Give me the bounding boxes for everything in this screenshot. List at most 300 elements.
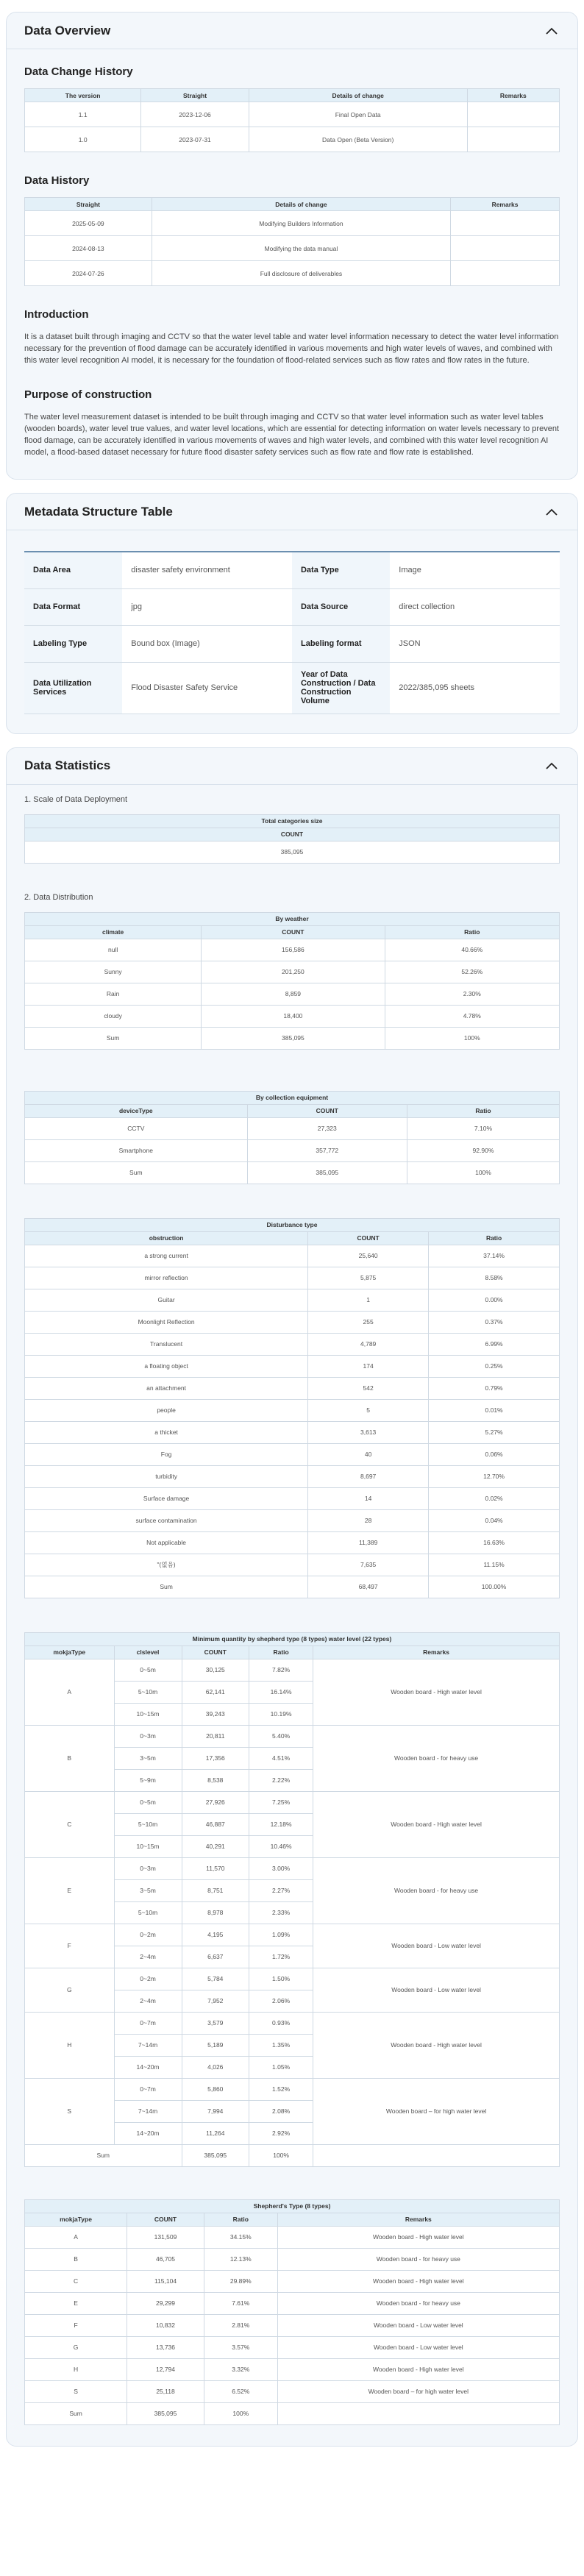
table-cell: 8,538 — [182, 1769, 249, 1791]
table-cell: 4,026 — [182, 2056, 249, 2078]
table-row — [25, 1161, 560, 1184]
table-cell: 0.93% — [249, 2012, 313, 2034]
table-header-cell: mokjaType — [25, 2213, 127, 2226]
table-cell: Wooden board – for high water level — [277, 2380, 559, 2402]
table-cell: 100.00% — [429, 1576, 560, 1598]
table-cell: 7,635 — [308, 1554, 429, 1576]
table-cell: Moonlight Reflection — [25, 1311, 308, 1333]
group-type-cell: C — [25, 1791, 115, 1857]
table-cell: 1.50% — [249, 1968, 313, 1990]
table-cell: 3~5m — [114, 1879, 182, 1901]
introduction-title: Introduction — [24, 308, 89, 321]
table-header-cell: COUNT — [202, 925, 385, 939]
table-cell: 1.0 — [25, 127, 141, 152]
table-cell: F — [25, 2314, 127, 2336]
metadata-value: disaster safety environment — [122, 552, 292, 588]
table-cell: 37.14% — [429, 1245, 560, 1267]
table-cell: 156,586 — [202, 939, 385, 961]
table-cell: 8,697 — [308, 1465, 429, 1487]
table-row — [25, 2402, 560, 2424]
table-cell: an attachment — [25, 1377, 308, 1399]
table-cell: 100% — [204, 2402, 277, 2424]
group-type-cell: B — [25, 1725, 115, 1791]
table-cell: 68,497 — [308, 1576, 429, 1598]
table-cell: 4,195 — [182, 1924, 249, 1946]
table-row — [25, 1311, 560, 1333]
data-overview-title: Data Overview — [24, 23, 111, 38]
table-cell: 40.66% — [385, 939, 559, 961]
table-header-cell: deviceType — [25, 1104, 248, 1117]
table-cell: 115,104 — [127, 2270, 204, 2292]
table-cell: Wooden board - High water level — [277, 2358, 559, 2380]
table-cell: 385,095 — [182, 2144, 249, 2166]
table-cell: 2.06% — [249, 1990, 313, 2012]
table-cell: B — [25, 2248, 127, 2270]
table-header-cell: Remarks — [451, 198, 560, 211]
table-cell: 3.57% — [204, 2336, 277, 2358]
table-cell: Wooden board - for heavy use — [277, 2248, 559, 2270]
table-row — [25, 211, 560, 236]
table-row — [25, 2248, 560, 2270]
table-cell — [451, 211, 560, 236]
table-cell: 7~14m — [114, 2100, 182, 2122]
table-header-cell: COUNT — [182, 1645, 249, 1659]
table-row — [25, 1267, 560, 1289]
table-cell: Modifying Builders Information — [152, 211, 450, 236]
table-cell: 7,952 — [182, 1990, 249, 2012]
table-cell: 1.52% — [249, 2078, 313, 2100]
table-cell: 17,356 — [182, 1747, 249, 1769]
table-header-cell: Details of change — [152, 198, 450, 211]
table-cell: 40,291 — [182, 1835, 249, 1857]
table-header-cell: obstruction — [25, 1231, 308, 1245]
table-cell: 3,579 — [182, 2012, 249, 2034]
table-cell: 0~3m — [114, 1725, 182, 1747]
table-cell: Sum — [25, 1027, 202, 1049]
table-cell: 28 — [308, 1509, 429, 1531]
table-row — [25, 1005, 560, 1027]
table-cell: 385,095 — [25, 841, 560, 863]
table-caption: By weather — [25, 912, 560, 925]
table-cell: 0~2m — [114, 1968, 182, 1990]
table-cell: 10.46% — [249, 1835, 313, 1857]
table-cell: 14 — [308, 1487, 429, 1509]
table-cell: 7.25% — [249, 1791, 313, 1813]
table-cell: 12.13% — [204, 2248, 277, 2270]
table-cell: 1.05% — [249, 2056, 313, 2078]
table-cell: 12.18% — [249, 1813, 313, 1835]
table-header-cell: Ratio — [249, 1645, 313, 1659]
table-cell: 5~10m — [114, 1681, 182, 1703]
table-header-row — [25, 198, 560, 211]
table-row — [25, 2078, 560, 2100]
table-cell: 2~4m — [114, 1946, 182, 1968]
table-header-row — [25, 1104, 560, 1117]
metadata-row — [24, 552, 560, 588]
table-cell: 174 — [308, 1355, 429, 1377]
table-cell: turbidity — [25, 1465, 308, 1487]
table-caption: Total categories size — [25, 814, 560, 828]
table-cell: 5.40% — [249, 1725, 313, 1747]
table-cell: 357,772 — [247, 1139, 407, 1161]
table-row — [25, 1924, 560, 1946]
table-cell: 2.08% — [249, 2100, 313, 2122]
data-statistics-header — [7, 748, 577, 785]
table-cell: 11,389 — [308, 1531, 429, 1554]
table-cell — [277, 2402, 559, 2424]
table-row — [25, 1725, 560, 1747]
metadata-row — [24, 625, 560, 662]
group-type-cell: S — [25, 2078, 115, 2144]
table-caption-row — [25, 1632, 560, 1645]
table-row — [25, 2270, 560, 2292]
table-cell: Sum — [25, 1161, 248, 1184]
table-cell: 5.27% — [429, 1421, 560, 1443]
table-caption-row — [25, 1218, 560, 1231]
table-cell: 92.90% — [407, 1139, 559, 1161]
table-cell: 46,705 — [127, 2248, 204, 2270]
table-cell — [467, 102, 559, 127]
table-cell: null — [25, 939, 202, 961]
table-cell: 0.37% — [429, 1311, 560, 1333]
table-header-cell: climate — [25, 925, 202, 939]
table-cell: 10.19% — [249, 1703, 313, 1725]
table-cell: 20,811 — [182, 1725, 249, 1747]
table-cell: Wooden board - Low water level — [277, 2314, 559, 2336]
data-change-history-title: Data Change History — [24, 65, 133, 78]
table-row — [25, 2012, 560, 2034]
table-cell: Guitar — [25, 1289, 308, 1311]
table-header-cell: Ratio — [407, 1104, 559, 1117]
table-cell: 385,095 — [127, 2402, 204, 2424]
table-cell: 11,570 — [182, 1857, 249, 1879]
table-cell: 0.04% — [429, 1509, 560, 1531]
table-header-cell: The version — [25, 89, 141, 102]
table-row — [25, 1576, 560, 1598]
table-row — [25, 1333, 560, 1355]
total-size-table — [24, 814, 560, 864]
table-cell: 0~7m — [114, 2012, 182, 2034]
metadata-value: JSON — [390, 625, 560, 662]
table-cell: Translucent — [25, 1333, 308, 1355]
table-cell: Sum — [25, 2402, 127, 2424]
metadata-key: Year of Data Construction / Data Construction Volume — [292, 662, 390, 714]
metadata-value: Bound box (Image) — [122, 625, 292, 662]
table-cell: S — [25, 2380, 127, 2402]
table-row — [25, 1421, 560, 1443]
table-header-cell: COUNT — [308, 1231, 429, 1245]
group-remark-cell: Wooden board - for heavy use — [313, 1857, 560, 1924]
table-row — [25, 261, 560, 286]
table-header-cell: Ratio — [429, 1231, 560, 1245]
table-header-cell: Straight — [25, 198, 152, 211]
metadata-key: Data Type — [292, 552, 390, 588]
group-type-cell: G — [25, 1968, 115, 2012]
table-cell: 0.02% — [429, 1487, 560, 1509]
distribution-label: 2. Data Distribution — [24, 892, 93, 902]
table-cell: Wooden board - High water level — [277, 2226, 559, 2248]
table-cell: 12.70% — [429, 1465, 560, 1487]
metadata-value: jpg — [122, 588, 292, 625]
metadata-value: 2022/385,095 sheets — [390, 662, 560, 714]
table-cell: 6,637 — [182, 1946, 249, 1968]
table-cell: 1.35% — [249, 2034, 313, 2056]
group-remark-cell: Wooden board - High water level — [313, 2012, 560, 2078]
data-overview-panel — [6, 12, 578, 480]
table-row — [25, 1968, 560, 1990]
metadata-header — [7, 494, 577, 530]
table-cell: 7,994 — [182, 2100, 249, 2122]
table-cell: 18,400 — [202, 1005, 385, 1027]
metadata-value: Image — [390, 552, 560, 588]
table-header-cell: Ratio — [385, 925, 559, 939]
table-cell: 27,926 — [182, 1791, 249, 1813]
table-header-cell: Remarks — [313, 1645, 560, 1659]
metadata-key: Data Area — [24, 552, 122, 588]
table-cell: 0~2m — [114, 1924, 182, 1946]
collapse-chevron-up-icon[interactable] — [544, 758, 560, 774]
table-cell: a floating object — [25, 1355, 308, 1377]
table-cell: 10,832 — [127, 2314, 204, 2336]
table-header-cell: Straight — [141, 89, 249, 102]
table-cell: 5~10m — [114, 1813, 182, 1835]
group-type-cell: H — [25, 2012, 115, 2078]
table-cell: Sunny — [25, 961, 202, 983]
table-row — [25, 1399, 560, 1421]
table-cell: H — [25, 2358, 127, 2380]
equipment-table — [24, 1091, 560, 1184]
table-cell: a thicket — [25, 1421, 308, 1443]
table-row — [25, 939, 560, 961]
table-cell: 5~9m — [114, 1769, 182, 1791]
table-caption: By collection equipment — [25, 1091, 560, 1104]
table-cell: 1.09% — [249, 1924, 313, 1946]
table-cell: 10~15m — [114, 1835, 182, 1857]
collapse-chevron-up-icon[interactable] — [544, 504, 560, 520]
table-header-cell: Remarks — [277, 2213, 559, 2226]
table-cell: Not applicable — [25, 1531, 308, 1554]
metadata-value: Flood Disaster Safety Service — [122, 662, 292, 714]
table-row — [25, 1377, 560, 1399]
table-cell: 3.32% — [204, 2358, 277, 2380]
table-header-cell: mokjaType — [25, 1645, 115, 1659]
table-cell: 1.72% — [249, 1946, 313, 1968]
table-cell: 1.1 — [25, 102, 141, 127]
metadata-title: Metadata Structure Table — [24, 504, 173, 519]
table-cell: 0.79% — [429, 1377, 560, 1399]
table-cell — [467, 127, 559, 152]
table-cell: Data Open (Beta Version) — [249, 127, 467, 152]
table-header-row — [25, 1231, 560, 1245]
table-cell: 7~14m — [114, 2034, 182, 2056]
table-row — [25, 961, 560, 983]
table-cell: 2.81% — [204, 2314, 277, 2336]
collapse-chevron-up-icon[interactable] — [544, 23, 560, 39]
table-cell: Smartphone — [25, 1139, 248, 1161]
table-cell: 2.27% — [249, 1879, 313, 1901]
table-cell: 11,264 — [182, 2122, 249, 2144]
table-cell: 8,859 — [202, 983, 385, 1005]
table-cell: Wooden board - for heavy use — [277, 2292, 559, 2314]
table-row — [25, 127, 560, 152]
metadata-key: Data Source — [292, 588, 390, 625]
table-row — [25, 102, 560, 127]
table-caption: Disturbance type — [25, 1218, 560, 1231]
table-cell: Surface damage — [25, 1487, 308, 1509]
table-cell: mirror reflection — [25, 1267, 308, 1289]
table-header-row — [25, 89, 560, 102]
metadata-key: Data Utilization Services — [24, 662, 122, 714]
table-cell: 100% — [407, 1161, 559, 1184]
table-header-row — [25, 925, 560, 939]
metadata-key: Labeling Type — [24, 625, 122, 662]
table-header-cell: Ratio — [204, 2213, 277, 2226]
table-cell: 4,789 — [308, 1333, 429, 1355]
table-cell: 39,243 — [182, 1703, 249, 1725]
metadata-row — [24, 662, 560, 714]
table-cell: Fog — [25, 1443, 308, 1465]
table-cell — [451, 236, 560, 261]
table-row — [25, 1027, 560, 1049]
table-cell: surface contamination — [25, 1509, 308, 1531]
table-cell: C — [25, 2270, 127, 2292]
table-cell: 16.14% — [249, 1681, 313, 1703]
table-caption-row — [25, 912, 560, 925]
table-cell: 2024-07-26 — [25, 261, 152, 286]
table-row — [25, 1355, 560, 1377]
table-cell: 2023-07-31 — [141, 127, 249, 152]
table-cell: 4.78% — [385, 1005, 559, 1027]
table-cell: "(없음) — [25, 1554, 308, 1576]
table-cell: 14~20m — [114, 2056, 182, 2078]
metadata-panel — [6, 493, 578, 734]
table-cell: a strong current — [25, 1245, 308, 1267]
disturbance-table — [24, 1218, 560, 1598]
table-cell: 52.26% — [385, 961, 559, 983]
data-change-history-table — [24, 88, 560, 152]
table-cell: 2.33% — [249, 1901, 313, 1924]
table-caption: Minimum quantity by shepherd type (8 types) water level (22 types) — [25, 1632, 560, 1645]
table-cell: A — [25, 2226, 127, 2248]
table-cell: 2025-05-09 — [25, 211, 152, 236]
table-row — [25, 2226, 560, 2248]
group-remark-cell: Wooden board - Low water level — [313, 1968, 560, 2012]
table-cell: 3,613 — [308, 1421, 429, 1443]
table-cell: 5 — [308, 1399, 429, 1421]
table-caption-row — [25, 1091, 560, 1104]
table-cell: 62,141 — [182, 1681, 249, 1703]
minimum-quantity-table — [24, 1632, 560, 2167]
table-cell: 2.22% — [249, 1769, 313, 1791]
metadata-value: direct collection — [390, 588, 560, 625]
table-cell: people — [25, 1399, 308, 1421]
table-cell: 8,978 — [182, 1901, 249, 1924]
table-cell: Final Open Data — [249, 102, 467, 127]
table-header-cell: Details of change — [249, 89, 467, 102]
table-cell: Modifying the data manual — [152, 236, 450, 261]
table-cell: E — [25, 2292, 127, 2314]
data-history-table — [24, 197, 560, 286]
table-cell: 0.01% — [429, 1399, 560, 1421]
table-cell: 11.15% — [429, 1554, 560, 1576]
metadata-key: Data Format — [24, 588, 122, 625]
table-row — [25, 1443, 560, 1465]
table-cell: 4.51% — [249, 1747, 313, 1769]
table-cell: 201,250 — [202, 961, 385, 983]
table-cell: 2024-08-13 — [25, 236, 152, 261]
table-cell: 8,751 — [182, 1879, 249, 1901]
table-cell: 0~5m — [114, 1791, 182, 1813]
table-cell: 0.06% — [429, 1443, 560, 1465]
metadata-key: Labeling format — [292, 625, 390, 662]
table-cell: 5,784 — [182, 1968, 249, 1990]
table-cell: 46,887 — [182, 1813, 249, 1835]
metadata-table — [24, 551, 560, 714]
table-cell: 5,875 — [308, 1267, 429, 1289]
table-row — [25, 1531, 560, 1554]
table-cell: 27,323 — [247, 1117, 407, 1139]
table-cell: 0~7m — [114, 2078, 182, 2100]
table-cell: 1 — [308, 1289, 429, 1311]
table-row — [25, 1465, 560, 1487]
table-header-cell: clslevel — [114, 1645, 182, 1659]
table-cell: 7.82% — [249, 1659, 313, 1681]
table-row — [25, 1554, 560, 1576]
group-type-cell: A — [25, 1659, 115, 1725]
table-cell: 542 — [308, 1377, 429, 1399]
table-cell: Sum — [25, 2144, 182, 2166]
table-cell: 0~5m — [114, 1659, 182, 1681]
table-row — [25, 1509, 560, 1531]
table-header-cell: COUNT — [127, 2213, 204, 2226]
table-cell: 2.92% — [249, 2122, 313, 2144]
group-type-cell: F — [25, 1924, 115, 1968]
table-cell: 40 — [308, 1443, 429, 1465]
table-cell: 100% — [249, 2144, 313, 2166]
group-remark-cell: Wooden board - Low water level — [313, 1924, 560, 1968]
table-cell — [313, 2144, 560, 2166]
table-header-row — [25, 1645, 560, 1659]
table-cell: G — [25, 2336, 127, 2358]
shepherd-type-table — [24, 2199, 560, 2425]
table-cell: 131,509 — [127, 2226, 204, 2248]
table-cell: Wooden board - High water level — [277, 2270, 559, 2292]
table-cell: 30,125 — [182, 1659, 249, 1681]
table-cell: 5~10m — [114, 1901, 182, 1924]
table-cell: 6.52% — [204, 2380, 277, 2402]
table-cell: 2~4m — [114, 1990, 182, 2012]
table-row — [25, 983, 560, 1005]
table-cell: 16.63% — [429, 1531, 560, 1554]
data-statistics-panel — [6, 747, 578, 2447]
table-row — [25, 2336, 560, 2358]
table-cell: Wooden board - Low water level — [277, 2336, 559, 2358]
scale-label: 1. Scale of Data Deployment — [24, 794, 128, 804]
table-cell: 29,299 — [127, 2292, 204, 2314]
table-cell: 5,860 — [182, 2078, 249, 2100]
group-type-cell: E — [25, 1857, 115, 1924]
table-cell: 29.89% — [204, 2270, 277, 2292]
table-cell — [451, 261, 560, 286]
data-history-title: Data History — [24, 174, 90, 187]
table-cell: 0~3m — [114, 1857, 182, 1879]
purpose-text: The water level measurement dataset is intended to be built through imaging and CCTV so that water level information such as water level tables (wooden boards), water level true values, and water level locations, which are essential for detecting information on water levels necessary to prevent flood damage, can be accurately identified in various movements of waves and high water levels, and combined with this water level recognition AI model, a flood-based dataset necessary for future flood disaster safety services such as flow rate and flow rate is established. — [24, 413, 559, 457]
table-cell: 10~15m — [114, 1703, 182, 1725]
table-cell: Rain — [25, 983, 202, 1005]
table-row — [25, 1117, 560, 1139]
metadata-row — [24, 588, 560, 625]
data-statistics-title: Data Statistics — [24, 758, 111, 772]
